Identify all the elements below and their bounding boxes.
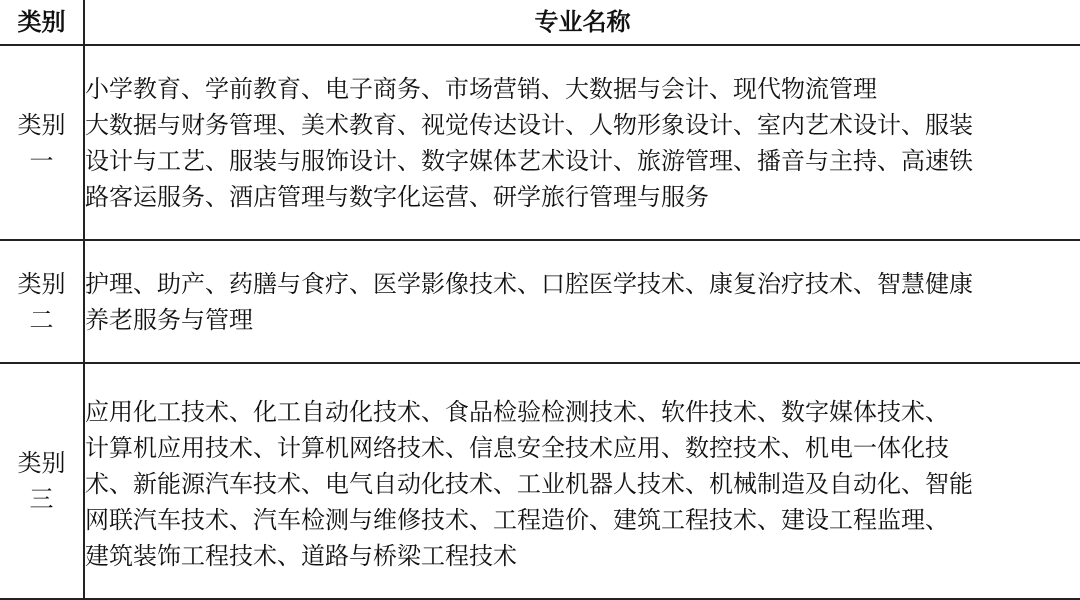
header-row (0, 0, 1080, 45)
majors-line: 计算机应用技术、计算机网络技术、信息安全技术应用、数控技术、机电一体化技 (85, 434, 949, 462)
category-label: 类别 (17, 110, 66, 139)
majors-line: 路客运服务、酒店管理与数字化运营、研学旅行管理与服务 (85, 182, 709, 211)
category-cell (0, 45, 84, 240)
majors-line: 大数据与财务管理、美术教育、视觉传达设计、人物形象设计、室内艺术设计、服装 (85, 110, 973, 139)
category-cell (0, 363, 84, 599)
majors-line: 养老服务与管理 (85, 305, 253, 334)
majors-line: 建筑装饰工程技术、道路与桥梁工程技术 (85, 542, 517, 570)
majors-cell (84, 45, 1080, 240)
majors-header: 专业名称 (84, 0, 1080, 45)
majors-line: 小学教育、学前教育、电子商务、市场营销、大数据与会计、现代物流管理 (85, 74, 877, 103)
majors-cell (84, 363, 1080, 599)
category-header: 类别 (0, 0, 84, 45)
majors-line: 设计与工艺、服装与服饰设计、数字媒体艺术设计、旅游管理、播音与主持、高速铁 (85, 146, 973, 175)
category-number: 一 (29, 146, 54, 175)
majors-line: 术、新能源汽车技术、电气自动化技术、工业机器人技术、机械制造及自动化、智能 (85, 470, 973, 498)
majors-line: 网联汽车技术、汽车检测与维修技术、工程造价、建筑工程技术、建设工程监理、 (85, 506, 949, 534)
table-row (0, 363, 1080, 599)
category-label: 类别 (17, 269, 66, 298)
category-label: 类别 (17, 449, 66, 477)
category-cell (0, 240, 84, 363)
table-row (0, 45, 1080, 240)
table-row (0, 240, 1080, 363)
category-number: 二 (29, 305, 54, 334)
majors-line: 护理、助产、药膳与食疗、医学影像技术、口腔医学技术、康复治疗技术、智慧健康 (85, 269, 973, 298)
majors-cell (84, 240, 1080, 363)
category-number: 三 (29, 485, 54, 513)
majors-line: 应用化工技术、化工自动化技术、食品检验检测技术、软件技术、数字媒体技术、 (85, 398, 949, 426)
